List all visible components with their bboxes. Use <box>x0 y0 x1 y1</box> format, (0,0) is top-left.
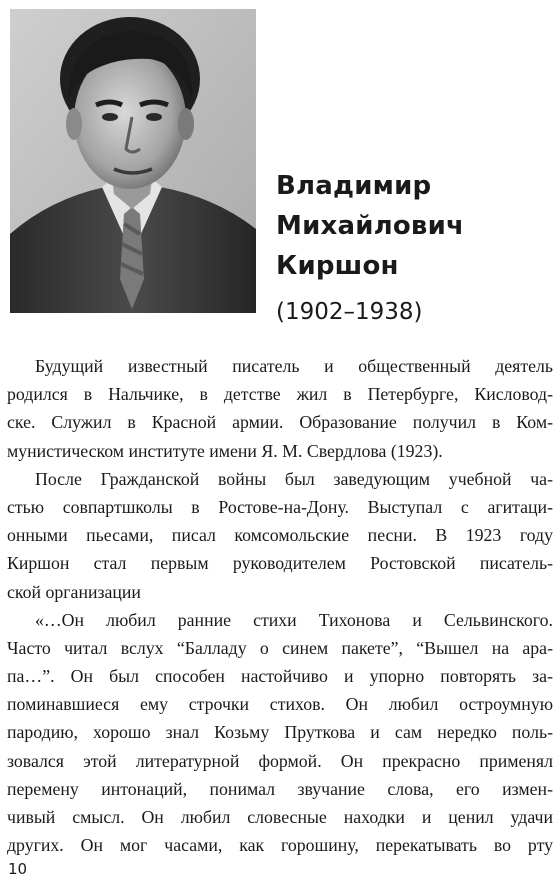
text-line: чивый смысл. Он любил словесные находки и ценил удачи <box>7 807 553 827</box>
page-number: 10 <box>8 860 28 878</box>
biography-text <box>7 352 553 859</box>
text-line: перемену интонаций, понимал звучание слова, его измен- <box>7 778 553 799</box>
portrait-illustration <box>10 9 256 313</box>
text-line: других. Он мог часами, как горошину, перекатывать во рту <box>7 835 553 856</box>
author-first-name: Владимир <box>276 171 432 201</box>
text-line: Часто читал вслух “Балладу о синем пакете”, “Вышел на ара- <box>7 637 553 658</box>
text-line: После Гражданской войны был заведующим учебной ча- <box>35 468 553 489</box>
author-life-years: (1902–1938) <box>276 299 423 325</box>
text-line: поминавшиеся ему строчки стихов. Он любил остроумную <box>7 694 553 715</box>
text-line: Киршон стал первым руководителем Ростовской писатель- <box>7 553 553 574</box>
author-patronymic: Михайлович <box>276 211 465 241</box>
text-line: родился в Нальчике, в детстве жил в Петербурге, Кисловод- <box>7 384 553 405</box>
text-line: «…Он любил ранние стихи Тихонова и Сельвинского. <box>35 609 553 630</box>
author-portrait-photo <box>10 9 256 313</box>
text-line: ской организации <box>7 581 141 602</box>
text-line: мунистическом институте имени Я. М. Свердлова (1923). <box>7 440 443 461</box>
text-line: зовался этой литературной формой. Он прекрасно применял <box>7 750 553 771</box>
text-line: онными пьесами, писал комсомольские песни. В 1923 году <box>7 525 553 546</box>
text-line: стью совпартшколы в Ростове-на-Дону. Выступал с агитаци- <box>7 496 553 517</box>
author-last-name: Киршон <box>276 251 399 281</box>
author-caption <box>276 166 546 332</box>
text-line: па…”. Он был способен настойчиво и упорно повторять за- <box>7 666 553 687</box>
text-line: пародию, хорошо знал Козьму Пруткова и сам нередко поль- <box>7 722 553 743</box>
text-line: Будущий известный писатель и общественный деятель <box>35 356 553 376</box>
text-line: ске. Служил в Красной армии. Образование получил в Ком- <box>7 412 553 433</box>
